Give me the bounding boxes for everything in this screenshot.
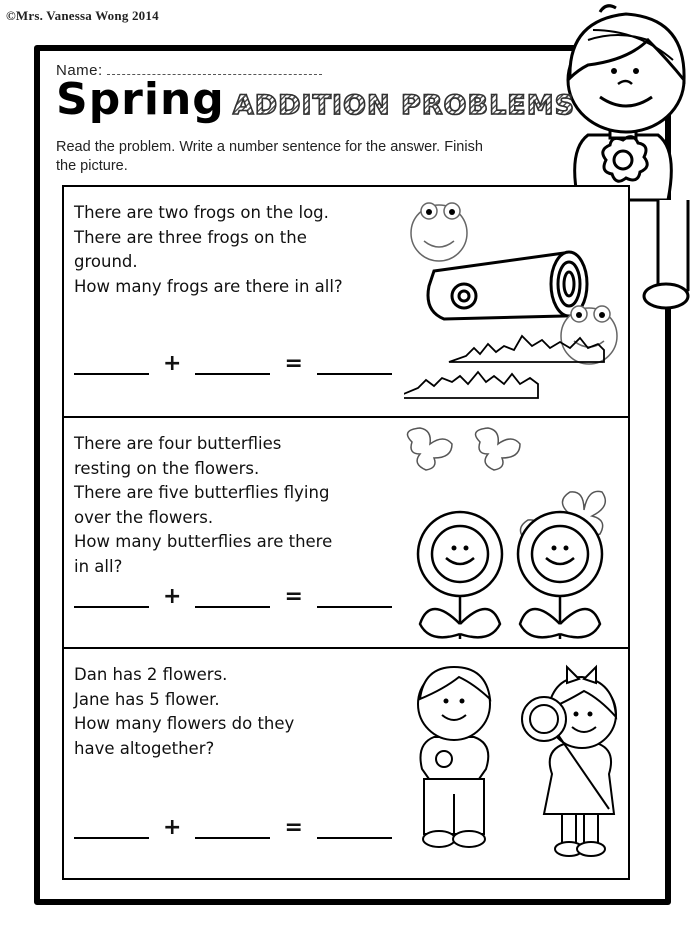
equals-sign: = bbox=[284, 351, 303, 376]
addend-1-blank[interactable] bbox=[74, 353, 149, 375]
problems-box bbox=[62, 185, 630, 880]
instructions: Read the problem. Write a number sentence for the answer. Finish the picture. bbox=[56, 139, 483, 174]
problem-line: Jane has 5 flower. bbox=[74, 689, 220, 709]
number-sentence-1 bbox=[74, 353, 392, 375]
name-label: Name: bbox=[56, 62, 103, 79]
title-addition-problems: ADDITION PROBLEMS bbox=[232, 90, 576, 121]
frogs-log-icon bbox=[404, 191, 624, 413]
problem-line: How many flowers do they bbox=[74, 714, 295, 733]
problem-1-text bbox=[74, 201, 404, 299]
addend-2-blank[interactable] bbox=[195, 353, 270, 375]
sum-blank[interactable] bbox=[317, 586, 392, 608]
plus-sign: + bbox=[163, 815, 182, 840]
equals-sign: = bbox=[284, 584, 303, 609]
problem-line: Dan has 2 flowers. bbox=[74, 665, 228, 684]
plus-sign: + bbox=[163, 351, 182, 376]
number-sentence-3 bbox=[74, 817, 392, 839]
problem-line: over the flowers. bbox=[74, 507, 214, 527]
number-sentence-2 bbox=[74, 586, 392, 608]
addend-1-blank[interactable] bbox=[74, 817, 149, 839]
problem-line: ground. bbox=[74, 252, 138, 271]
sum-blank[interactable] bbox=[317, 817, 392, 839]
problem-line: There are three frogs on the bbox=[74, 227, 307, 247]
problem-line: How many butterflies are there bbox=[74, 532, 333, 551]
problem-2-text bbox=[74, 432, 404, 579]
problem-line: have altogether? bbox=[74, 738, 215, 758]
worksheet-title bbox=[56, 74, 575, 125]
problem-line: How many frogs are there in all? bbox=[74, 276, 343, 296]
butterflies-flowers-icon bbox=[400, 424, 622, 644]
problem-1 bbox=[64, 187, 628, 418]
problem-3 bbox=[64, 649, 628, 878]
sum-blank[interactable] bbox=[317, 353, 392, 375]
problem-line: There are two frogs on the log. bbox=[74, 203, 329, 222]
title-spring: Spring bbox=[56, 74, 225, 125]
addend-1-blank[interactable] bbox=[74, 586, 149, 608]
problem-3-text bbox=[74, 663, 404, 761]
addend-2-blank[interactable] bbox=[195, 817, 270, 839]
problem-2 bbox=[64, 418, 628, 649]
boy-girl-icon bbox=[404, 659, 624, 869]
equals-sign: = bbox=[284, 815, 303, 840]
problem-line: in all? bbox=[74, 556, 123, 576]
addend-2-blank[interactable] bbox=[195, 586, 270, 608]
problem-line: There are five butterflies flying bbox=[74, 483, 330, 502]
problem-line: There are four butterflies bbox=[74, 434, 282, 453]
problem-line: resting on the flowers. bbox=[74, 458, 260, 478]
copyright-notice: ©Mrs. Vanessa Wong 2014 bbox=[6, 8, 159, 23]
plus-sign: + bbox=[163, 584, 182, 609]
